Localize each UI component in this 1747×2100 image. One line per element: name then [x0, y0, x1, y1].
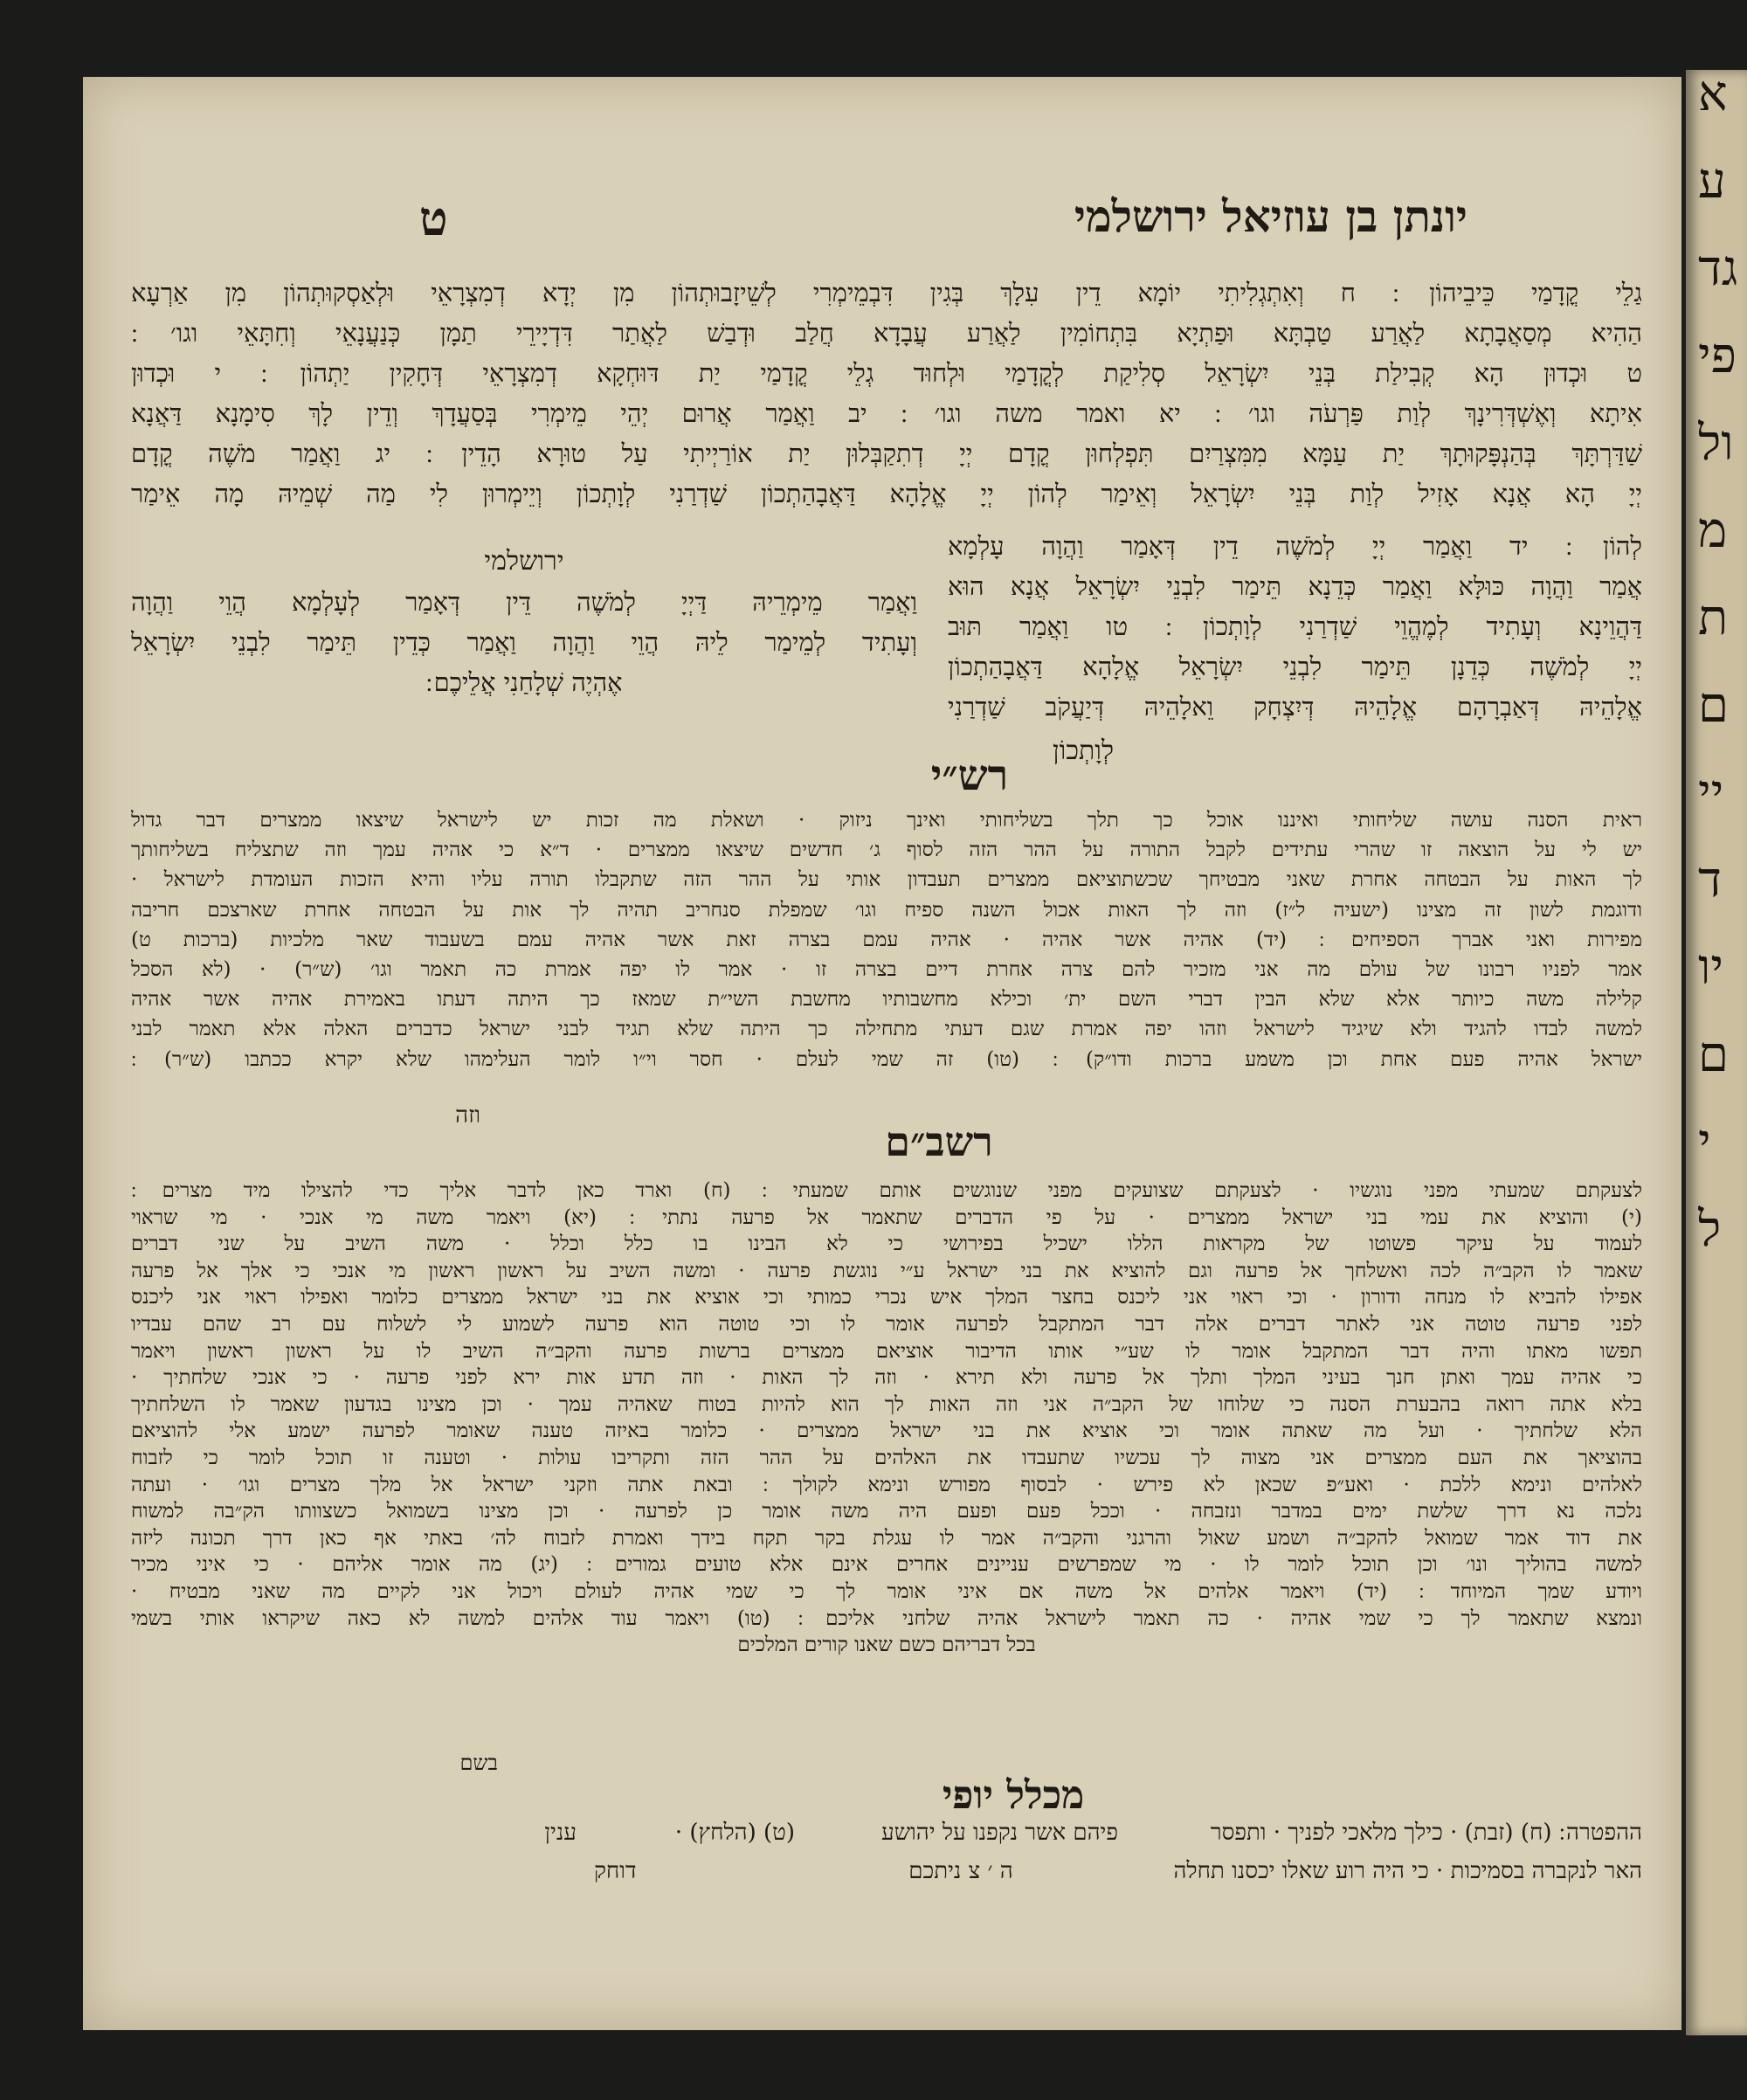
edge-glyph: א: [1698, 70, 1728, 122]
rashbam-commentary: [131, 1178, 1642, 1659]
text-line: אֶהְיֶה שְׁלָחַנִי אֲלֵיכֶם ׃: [425, 667, 623, 697]
rashi-heading: רש״י: [930, 751, 1009, 800]
rashi-commentary: [131, 805, 1642, 1074]
text-line: בכל דבריהם כשם שאנו קורים המלכים: [737, 1634, 1036, 1657]
folio-number: ט: [419, 190, 448, 246]
text-line: פיהם אשר נקפנו על יהושע: [881, 1820, 1118, 1846]
edge-glyph: גד: [1698, 245, 1738, 297]
edge-glyph: יי: [1698, 769, 1724, 821]
text-line: וְעָתִיד לְמֵימַר לֵיהּ הֲוֵי וַהֲוָה וַאֲמַר כְּדֵין תֵּימַר לִבְנֵי יִשְׂרָאֵל: [131, 627, 917, 657]
targum-column: [948, 526, 1642, 727]
text-line: בלא אתה רואה בהבערת הסנה כי שלוחו של הקב״ה אני וזה האות לך הוא להיות בטוח שאהיה עמך · וכן מצינו בגדעון שאמר לו השלחתיך: [131, 1392, 1642, 1416]
catchword: וזה: [455, 1102, 480, 1129]
text-line: האר לנקברה בסמיכות · כי היה רוע שאלו יכסנו תחלה: [1173, 1858, 1642, 1884]
text-line: נלכה נא דרך שלשת ימים במדבר ונזבחה · וככל פעם ופעם היה משה אומר כן לפרעה · וכן מצינו בשמואל כשצוותו הק״בה למשוח: [131, 1500, 1642, 1523]
text-line: שאמר לו הקב״ה לכה ואשלחך אל פרעה וגם להוציא את בני ישראל ע״י נוגשת פרעה · ומשה השיב על ראשון ראשון מי אנכי כי אלך אל פרעה: [131, 1259, 1642, 1282]
text-line: אֱלָהֵיהּ דְּאַבְרָהָם אֱלָהֵיהּ דְּיִצְחָק וֵאלָהֵיהּ דְּיַעֲקֹב שַׁדְרַנִי: [948, 692, 1642, 722]
text-line: גַלֵי קֳדָמַי כֵּיבֵיהוֹן ׃ ח וְאִתְגְלִיתִי יוֹמָא דֵין עִלָךְ בְּגִין דִּבְמֵימְרִי לְשֵׁיזָבוּתְהוֹן מִן יְדָא דְמִצְרָאֵי וּלְאַסְקוּתְהוֹן מִן אַרְעָא: [131, 278, 1642, 307]
edge-glyph: מ: [1698, 507, 1728, 559]
mikhlal-column: [594, 1813, 795, 1890]
running-title: יונתן בן עוזיאל ירושלמי: [1074, 190, 1467, 242]
yerushalmi-heading: ירושלמי: [484, 546, 564, 577]
text-line: קלילה משה כיותר אלא שלא הבין דברי השם ית׳ וכילא מחשבותיו מחשבת השי״ת שמאז כך היתה דעתו באמירת אהיה אשר אהיה: [131, 988, 1642, 1012]
edge-glyph: ול: [1698, 419, 1734, 472]
yerushalmi-column: [131, 542, 917, 702]
text-line: דוחק: [594, 1858, 637, 1884]
text-line: הַהִיא מְסַאֲבָתָא לַאֲרַע טַבְתָּא וּפַתְיָא בִּתְחוֹמִין לַאֲרַע עֲבָדָא חֲלַב וּדְבַשׁ לַאֲתַר דִּדְיָירֵי תַמָן כְּנַעֲנָאֵי וְחִתָּאֵי וגו׳ ׃: [131, 318, 1642, 348]
text-line: וַאֲמַר מֵימְרֵיהּ דַּיְיָ לְמֹשֶׁה דֵּין דְּאָמַר לְעָלְמָא הֲוֵי וַהֲוָה: [131, 587, 917, 617]
text-line: (ט) (הלחץ) ·: [674, 1820, 795, 1846]
edge-glyph: ל: [1698, 1205, 1722, 1258]
text-line: יְיָ הָא אֲנָא אָזִיל לְוַת בְּנֵי יִשְׂרָאֵל וְאֵימַר לְהוֹן יְיָ אֱלָהָא דַּאֲבָהַתְכוֹן שַׁדְרַנִי לְוָתְכוֹן וְיֵימְרוּן לִי מַה שְׁמֵיהּ מָה אֵימַר: [131, 479, 1642, 508]
targum-text: [131, 273, 1642, 514]
text-line: יְיָ לְמֹשֶׁה כְּדֵנָן תֵּימַר לִבְנֵי יִשְׂרָאֵל אֱלָהָא דַּאֲבָהַתְכוֹן: [948, 652, 1642, 681]
text-line: כי אהיה עמך ואתן חנך בעיני המלך ותלך אל פרעה ולא תירא · וזה לך האות · וזה תדע אות ירא לפני פרעה · כי אנכי שלחתיך ·: [131, 1366, 1642, 1390]
text-line: לך האות על הבטחה אחרת שאני מבטיחך שכשתוציאם ממצרים תעבדון אותי על ההר הזה שתקבלו תורה עליו והיא הזכות העומדת לישראל ·: [131, 868, 1642, 892]
running-header: [122, 190, 1642, 260]
edge-glyph: ם: [1698, 681, 1729, 734]
catchword: בשם: [459, 1751, 498, 1775]
text-line: יש לי על הוצאה זו שהרי עתידים לקבל התורה על ההר הזה לסוף ג׳ חדשים שיצאו ממצרים · ד״א כי אהיה עמך וזה שתצליח בשליחותך: [131, 839, 1642, 862]
mikhlal-yofi-heading: מכלל יופי: [942, 1773, 1085, 1818]
text-line: ונמצא שתאמר לך כי שמי אהיה · כה תאמר לישראל אהיה שלחני אליכם ׃ (טו) ויאמר עוד אלהים למשה לא כאה שיקראו אותי בשמי: [131, 1606, 1642, 1630]
edge-glyph: ד: [1698, 856, 1722, 908]
text-line: ודוגמת לשון זה מצינו (ישעיה ל״ז) וזה לך האות אכול השנה ספיח וגו׳ שמפלת סנחריב תהיה לך אות על הבטחה אחרת שארצכם חריבה: [131, 898, 1642, 922]
rashbam-heading: רשב״ם: [885, 1118, 993, 1165]
edge-glyph: י: [1698, 1118, 1711, 1171]
text-line: בהוציאך את העם ממצרים אני מצוה לך עכשיו שתעבדו את האלהים על ההר הזה ותקריבו עולות · וטענה זו תוכל לומר כי לזבוח: [131, 1446, 1642, 1469]
text-line: ההפטרה ׃ (ח) (זבת) · כילך מלאכי לפניך · ותפסר: [1210, 1820, 1642, 1846]
text-line: ישראל אהיה פעם אחת וכן משמע ברכות ודו״ק) ׃ (טו) זה שמי לעלם · חסר וי״ו לומר העלימהו שלא יקרא ככתבו (ש״ר) ׃: [131, 1047, 1642, 1071]
text-line: ויודע שמך המיוחד ׃ (יד) ויאמר אלהים אל משה אם איני אומר לך כי שמי אהיה לעולם ויכול אני לקיים מה שאני מבטיח ·: [131, 1579, 1642, 1603]
mikhlal-column: [1136, 1813, 1642, 1890]
text-line: לפני פרעה טוטה אני לאתר דברים אלה דבר המתקבל לפרעה אומר לו וכי טוטה הוא פרעה לשמוע לי לשלוח עם רב שהם עבדיו: [131, 1312, 1642, 1336]
edge-glyph: ע: [1698, 157, 1726, 210]
text-line: ט וּכְדוּן הָא קְבִילַת בְּנֵי יִשְׂרָאֵל סְלִיקַת לְקֳדָמַי וּלְחוּד גְלֵי קֳדָמַי יַת דּוּחְקָא דְמִצְרָאֵי דְּחָקִין יַתְהוֹן ׃ י וּכְדוּן: [131, 358, 1642, 388]
text-line: אִיתָא וְאֶשְׁדְּרִינָךְ לְוַת פַּרְעֹה וגו׳ ׃ יא ואמר משה וגו׳ ׃ יב וַאֲמַר אֲרוּם יְהֵי מֵימְרִי בְּסַעֲדָךְ וְדֵין לָךְ סִימָנָא דַּאֲנָא: [131, 398, 1642, 428]
text-line: אֲמַר וַהֲוָה כּוּלָּא וַאֲמַר כְּדֵנָא תֵּימַר לִבְנֵי יִשְׂרָאֵל אֲנָא הוּא: [948, 571, 1642, 601]
text-line: ענין: [544, 1820, 577, 1846]
text-line: לְהוֹן ׃ יד וַאֲמַר יְיָ לְמֹשֶׁה דֵין דְּאָמַר וַהֲוָה עָלְמָא: [948, 531, 1642, 561]
text-line: (י) והוציא את עמי בני ישראל ממצרים · על פי הדברים שתאמר אל פרעה נתתי ׃ (יא) ויאמר משה מי אנכי · מי שראוי: [131, 1205, 1642, 1229]
text-line: הלא שלחתיך · ועל מה שאתה אומר וכי אוציא את בני ישראל ממצרים · כלומר באיזה טענה שאומר לפרעה ישמע אלי להוציאם: [131, 1420, 1642, 1443]
text-line: את דוד אמר שמואל להקב״ה ושמע שאול והרגני והקב״ה אמר לו עגלת בקר תקח בידך ואמרת לזבוח לה׳ באתי אף כאן דרך תכונה ליזה: [131, 1526, 1642, 1550]
edge-glyph: ם: [1698, 1031, 1729, 1083]
next-page-edge: [1686, 70, 1747, 2035]
text-line: למשה בהוליך ונו׳ וכן תוכל לומר לו · מי שמפרשים עניינים אחרים אינם אלא טועים גמורים ׃ (יג) מה אומר אליהם · כי איני מכיר: [131, 1553, 1642, 1577]
text-line: אפילו להביא לו מנחה ודורון · וכי ראוי אני ליכנס בחצר המלך איש נכרי כמותי וכי אוציא את בני ישראל ממצרים כלומר ואפילו ראוי אני ליכנס: [131, 1286, 1642, 1309]
mikhlal-column: [349, 1813, 577, 1852]
text-line: אמר לפניו רבונו של עולם מה אני מזכיר להם צרה אחרת דיים בצרה זו · אמר לו יפה אמרת כה תאמר וגו׳ (ש״ר) · (לא הסכל: [131, 957, 1642, 981]
text-line: תפשו מאתו והיה דבר המתקבל אומר לו שע״י אותו הדיבור אוציאם ממצרים ברשות פרעה והקב״ה השיב לו על ראשון ראשון ויאמר: [131, 1339, 1642, 1363]
text-line: מפירות ואני אברך הספיחים ׃ (יד) אהיה אשר אהיה · אהיה עמם בצרה זאת אשר אהיה עמם בשעבוד שאר מלכיות (ברכות ט): [131, 928, 1642, 951]
text-line: שַׁדַּרְתָּךְ בְּהַנְפָּקוּתָךְ יַת עַמָּא מִמִּצְרַיִם תִּפְלְחוּן קֳדָם יְיָ דְתִקַבְּלוּן יַת אוֹרַיְיתִי עַל טוּרָא הָדֵין ׃ יג וַאֲמַר מֹשֶׁה קֳדָם: [131, 439, 1642, 468]
text-line: לצעקתם שמעתי מפני נוגשיו · לצעקתם שצועקים מפני שנוגשים אותם שמעתי ׃ (ח) וארד כאן לדבר אליך כדי להצילו מיד מצרים ׃: [131, 1179, 1642, 1202]
text-line: דַּהֲוֵינָא וְעָתִיד לְמֶהֱוֵי שַׁדְרַנִי לְוָתְכוֹן ׃ טו וַאֲמַר תּוּב: [948, 611, 1642, 641]
mikhlal-column: [804, 1813, 1118, 1890]
catchword: לְוָתְכוֹן: [1053, 736, 1114, 766]
edge-glyph: ת: [1698, 594, 1729, 646]
text-line: למשה לבדו להגיד ולא שיגיד לישראל וזהו יפה אמרת שגם דעתי מתחילה כך היתה שלא תגיד לבני ישראל כדברים האלה אלא תאמר לבני: [131, 1018, 1642, 1041]
text-line: ה ׳ צ ניתכם: [908, 1858, 1013, 1884]
text-line: ראית הסנה עושה שליחותי ואיננו אוכל כך תלך בשליחותי ואינך ניזוק · ושאלת מה זכות יש לישראל שיצאו ממצרים דבר גדול: [131, 809, 1642, 832]
edge-glyph: יו: [1698, 943, 1724, 996]
text-line: לעמוד על עיקר פשוטו של מקראות הללו ישכיל בפירושי כי לא הבינו בו כלל וכלל · משה השיב על שני דברים: [131, 1233, 1642, 1256]
text-line: לאלהים ונימא ללכת · ואע״פ שכאן לא פירש · לבסוף מפורש ונימא לקולך ׃ ובאת אתה וזקני ישראל אל מלך מצרים וגו׳ · ועתה: [131, 1473, 1642, 1496]
edge-glyph: פי: [1698, 332, 1737, 384]
